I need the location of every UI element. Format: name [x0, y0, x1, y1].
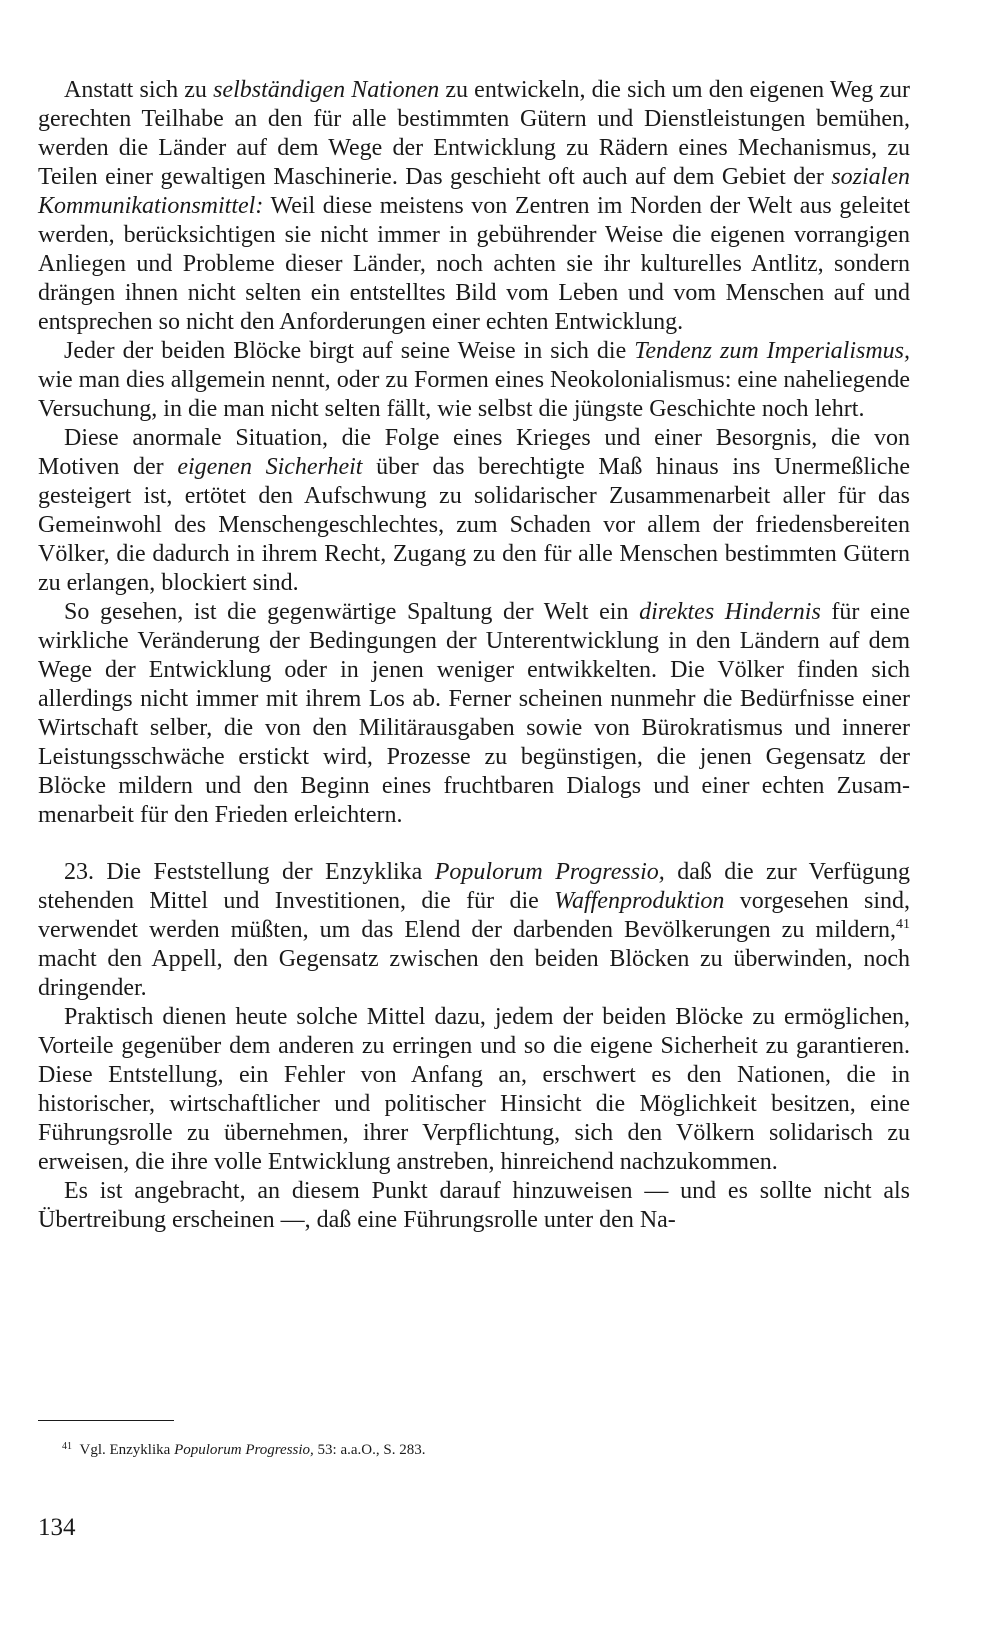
footnote-divider — [38, 1420, 174, 1421]
text-run: wie man dies allgemein nennt, oder zu Formen eines Neokolonialismus: eine naheliegende Versuchung, in die man nicht selten fällt, wie selbst die jüngste Geschichte noch lehrt. — [38, 367, 910, 422]
text-run: daß die zur Verfügung stehenden Mittel und Investitionen, die für die — [38, 859, 910, 914]
paragraph — [38, 1003, 910, 1177]
italic-emphasis: Populorum Progressio, — [434, 859, 665, 885]
text-run: vorgesehen sind, verwendet werden müßten, um das Elend der darbenden Bevölkerungen zu mildern, — [38, 888, 910, 943]
text-run: Es ist angebracht, an diesem Punkt darauf hinzuweisen — und es sollte nicht als Übertreibung erscheinen —, daß eine Führungsrolle unter den Na- — [38, 1178, 910, 1233]
text-run: Vgl. Enzyklika — [79, 1442, 175, 1458]
text-run: Jeder der beiden Blöcke birgt auf seine Weise in sich die — [64, 338, 635, 364]
paragraph — [38, 337, 910, 424]
italic-emphasis: direktes Hindernis — [639, 599, 821, 625]
text-run: zu entwickeln, die sich um den eigenen Weg zur gerechten Teilhabe an den für alle bestimmten Gütern und Dienstleistungen bemühen, werden die Länder auf dem Wege der Entwicklung zu Rädern eines Mechanismus, zu Teilen einer gewaltigen Maschinerie. Das geschieht oft auch auf dem Gebiet der — [38, 77, 911, 190]
italic-emphasis: Waffenproduktion — [554, 888, 725, 914]
paragraph — [38, 424, 910, 598]
footnote-text — [79, 1442, 425, 1458]
text-run: über das berechtigte Maß hinaus ins Unermeßliche gesteigert ist, ertötet den Aufschwung zu solidarischer Zusammenarbeit aller für das Gemeinwohl des Menschengeschlechtes, zum Schaden vor allem der friedensbereiten Völker, die dadurch in ihrem Recht, Zugang zu den für alle Menschen bestimmten Gütern zu erlangen, blockiert sind. — [38, 454, 910, 596]
italic-emphasis: Populorum Progressio, — [174, 1442, 314, 1458]
text-run: Weil diese meistens von Zentren im Norden der Welt aus geleitet werden, berücksichtigen sie nicht immer in gebührender Weise die eigenen vorrangigen Anliegen und Probleme dieser Länder, noch achten sie ihr kulturelles Antlitz, sondern drängen ihnen nicht selten ein entstelltes Bild vom Leben und vom Menschen auf und entsprechen so nicht den Anforderungen einer echten Entwicklung. — [38, 193, 910, 335]
italic-emphasis: sozialen Kommunikationsmittel: — [38, 164, 910, 219]
text-run: macht den Appell, den Gegensatz zwischen den beiden Blöcken zu überwinden, noch dringender. — [38, 946, 910, 1001]
italic-emphasis: Tendenz zum Imperialismus, — [634, 338, 911, 364]
text-run: 53: a.a.O., S. 283. — [313, 1442, 426, 1458]
paragraph — [38, 1177, 910, 1235]
italic-emphasis: eigenen Sicherheit — [177, 454, 363, 480]
page-body — [38, 76, 910, 1235]
section-23-paragraph — [38, 858, 910, 1003]
italic-emphasis: selbständigen Nationen — [213, 77, 440, 103]
footnote-reference: 41 — [896, 917, 910, 932]
text-run: Diese anormale Situation, die Folge eines Krieges und einer Besorgnis, die von Motiven der — [38, 425, 910, 480]
text-run: So gesehen, ist die gegenwärtige Spaltung der Welt ein — [64, 599, 640, 625]
footnote-mark: 41 — [62, 1441, 72, 1452]
text-run: Anstatt sich zu — [64, 77, 214, 103]
text-run: für eine wirkliche Veränderung der Bedingungen der Unterentwicklung in den Ländern auf dem Wege der Entwicklung oder in jenen weniger entwikkelten. Die Völker finden sich allerdings nicht immer mit ihrem Los ab. Ferner scheinen nunmehr die Bedürfnisse einer Wirtschaft selber, die von den Militärausgaben sowie von Bürokratismus und innerer Leistungsschwäche erstickt wird, Prozesse zu begünstigen, die jenen Gegensatz der Blöcke mildern und den Beginn eines fruchtbaren Dialogs und einer echten Zusammenarbeit für den Frieden erleichtern. — [38, 599, 910, 828]
text-run: Praktisch dienen heute solche Mittel dazu, jedem der beiden Blöcke zu ermöglichen, Vorteile gegenüber dem anderen zu erringen und so die eigene Sicherheit zu garantieren. Diese Entstellung, ein Fehler von Anfang an, erschwert es den Nationen, die in historischer, wirtschaftlicher und politischer Hinsicht die Möglichkeit besitzen, eine Führungsrolle zu übernehmen, ihrer Verpflichtung, sich den Völkern solidarisch zu erweisen, die ihre volle Entwicklung anstreben, hinreichend nachzukommen. — [38, 1004, 910, 1175]
paragraph — [38, 76, 910, 337]
text-run: 23. Die Feststellung der Enzyklika — [64, 859, 435, 885]
page-number: 134 — [38, 1514, 76, 1541]
footnote — [62, 1437, 882, 1460]
paragraph — [38, 598, 910, 830]
